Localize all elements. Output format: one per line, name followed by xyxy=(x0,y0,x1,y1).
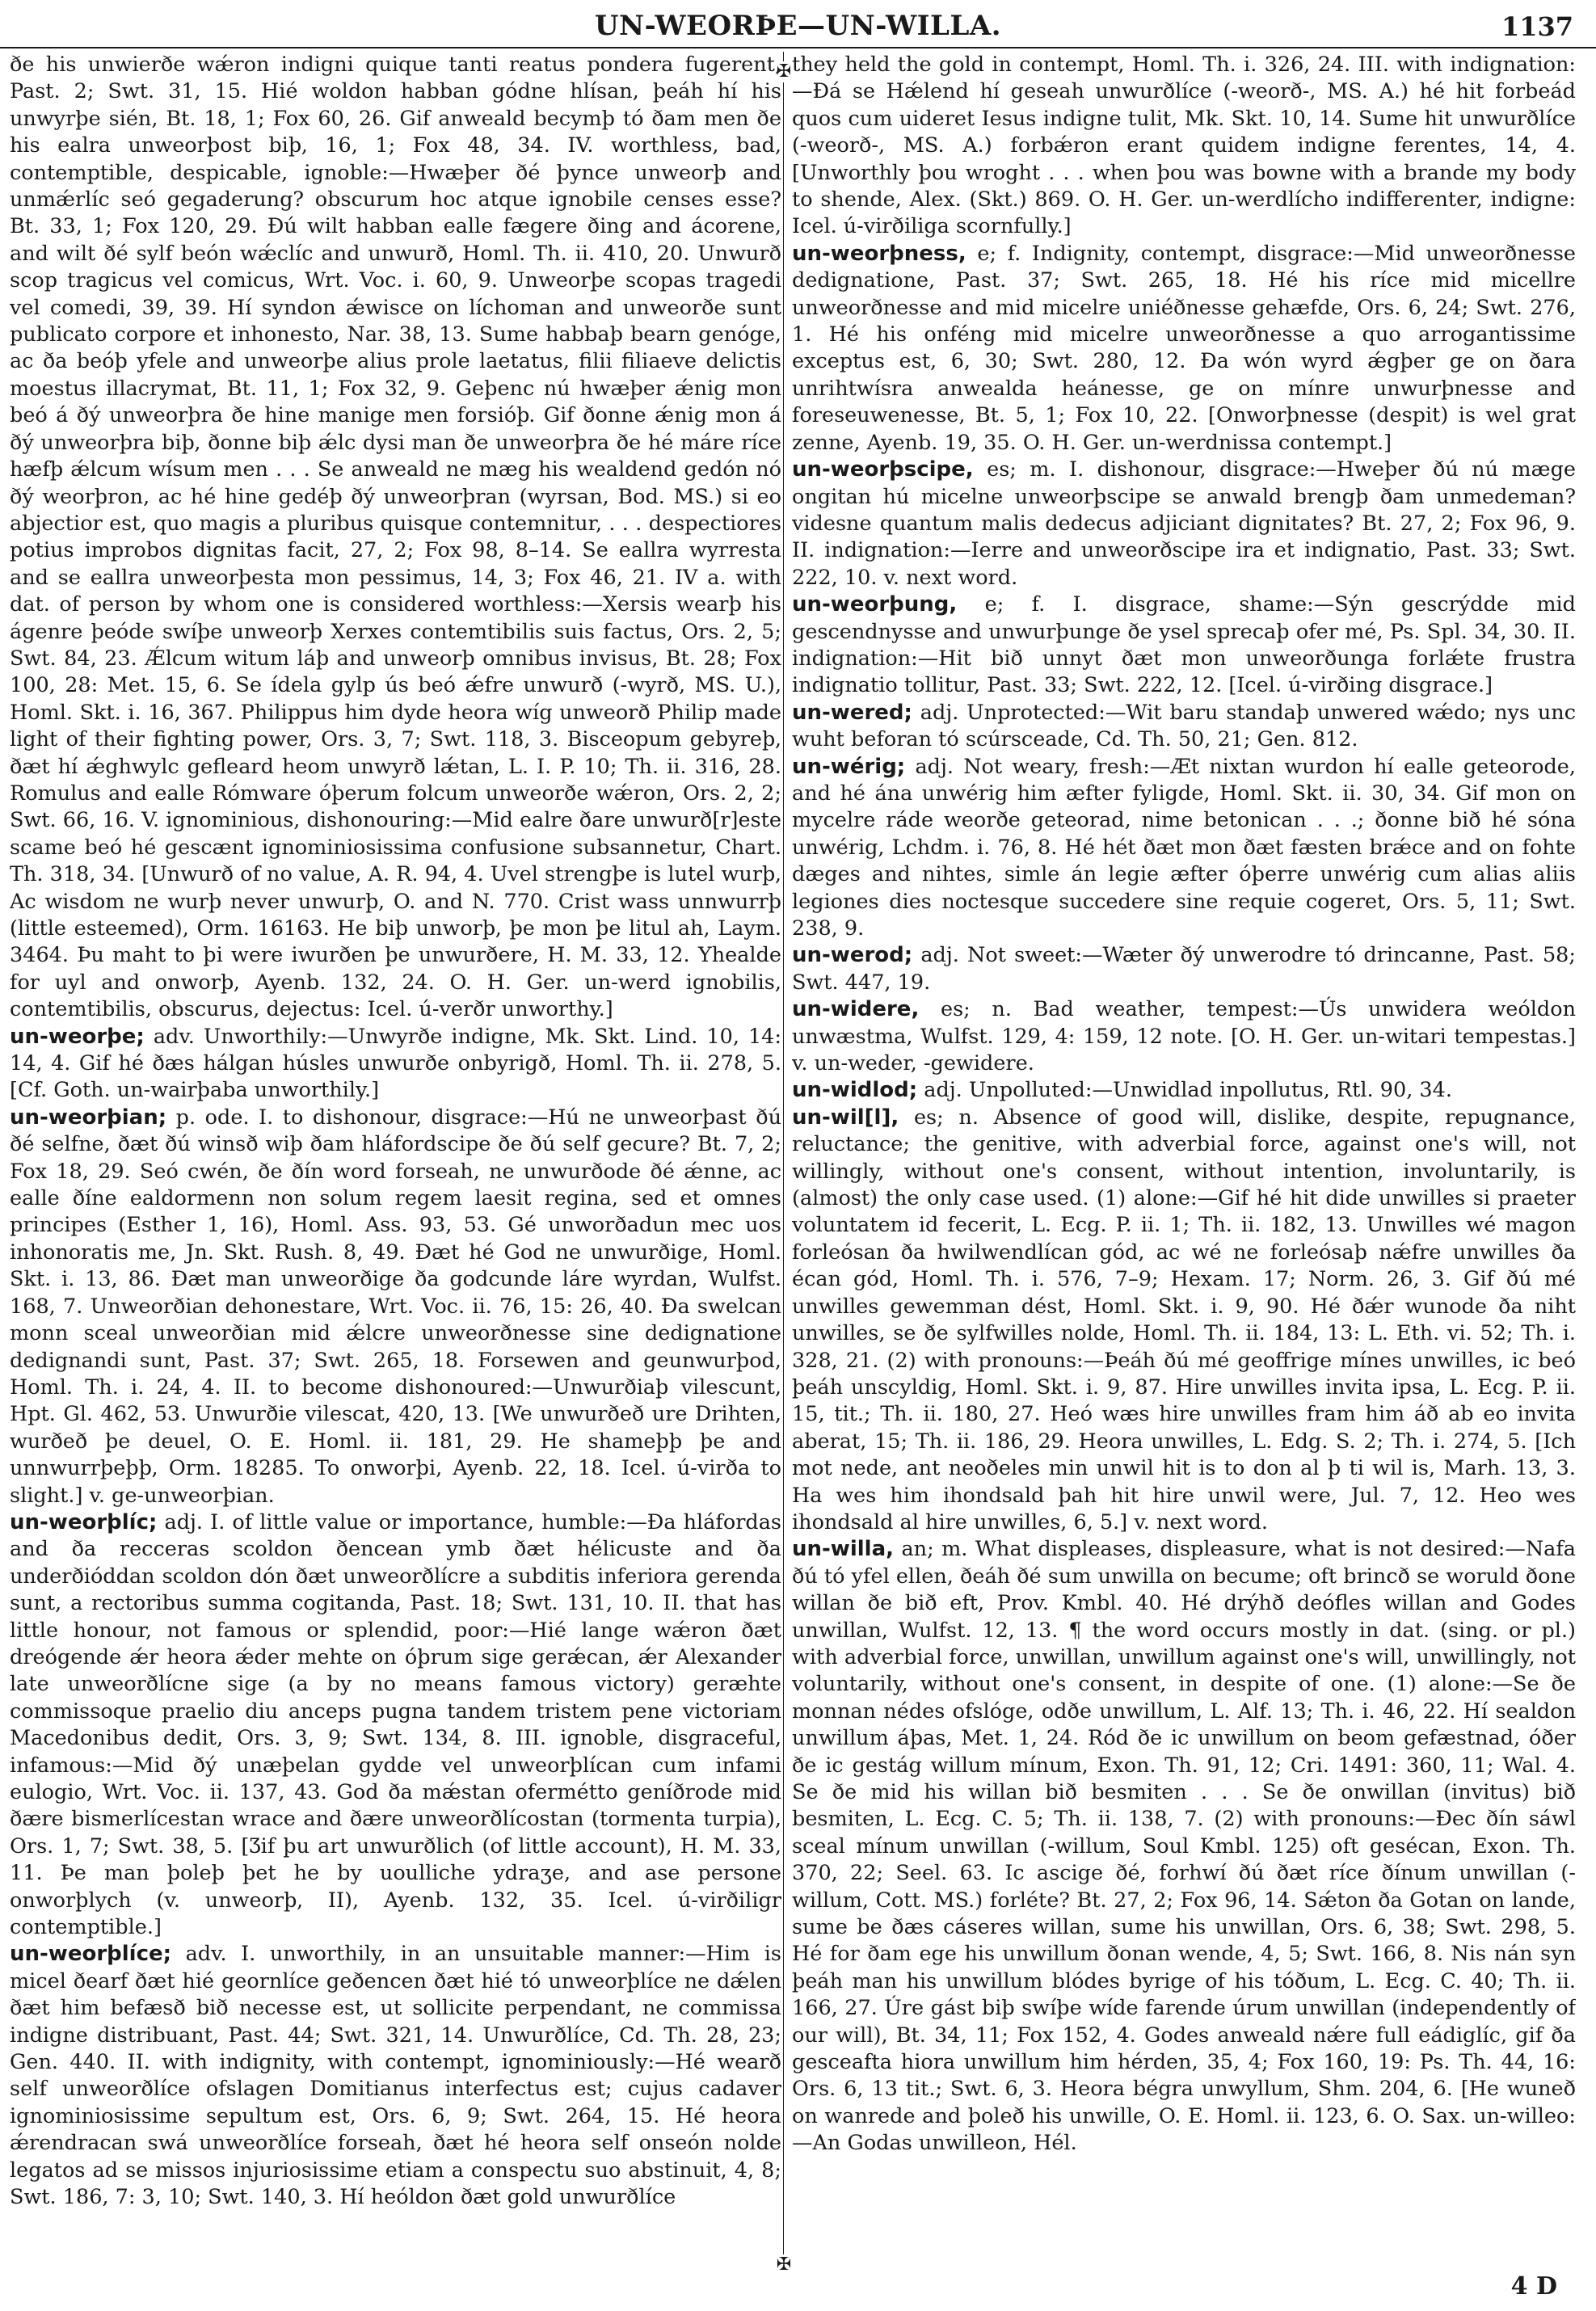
page-number: 1137 xyxy=(1501,11,1573,42)
left-column xyxy=(10,52,781,2274)
entry-text: they held the gold in contempt, Homl. Th. i. 326, 24. III. with indignation:—Ðá se Hǽlend hí geseah unwurðlíce (-weorð-, MS. A.) hé hit forbeád quos cum uideret Iesus indigne tulit, Mk. Skt. 10, 14. Sume hit unwurðlíce (-weorð-, MS. A.) forbǽron erant quidem indigne ferentes, 14, 4. [Unworthly þou wroght . . . when þou was bowne with a brande my body to shende, Alex. (Skt.) 869. O. H. Ger. un-werdlícho indifferenter, indigne: Icel. ú-virðiliga scornfully.] xyxy=(792,53,1576,239)
entry-text: an; m. What displeases, displeasure, what is not desired:—Nafa ðú tó yfel ellen, ðeáh ðé sum unwilla on becume; oft brincð se woruld ðone willan ðe bið eft, Prov. Kmbl. 40. Hé drýhð deófles willan and Godes unwillan, Wulfst. 12, 13. ¶ the word occurs mostly in dat. (sing. or pl.) with adverbial force, unwillan, unwillum against one's will, unwillingly, not voluntarily, without one's consent, in despite of one. (1) alone:—Se ðe monnan nédes ofslóge, odðe unwillum, L. Alf. 13; Th. i. 46, 22. Hí sealdon unwillum áþas, Met. 1, 24. Ród ðe ic unwillum on beom gefæstnad, óðer ðe ic gestág willum mínum, Exon. Th. 91, 12; Cri. 1491: 360, 11; Wal. 4. Se ðe mid his willan bið besmiten . . . Se ðe onwillan (invitus) bið besmiten, L. Ecg. C. 5; Th. ii. 138, 7. (2) with pronouns:—Ðec ðín sáwl sceal mínum unwillan (-willum, Soul Kmbl. 125) oft gesécan, Exon. Th. 370, 22; Seel. 63. Ic ascige ðé, forhwí ðú ðæt ríce ðínum unwillan (-willum, Cott. MS.) forléte? Bt. 27, 2; Fox 96, 14. Sǽton ða Gotan on lande, sume be ðæs cáseres willan, sume his unwillan, Ors. 6, 38; Swt. 298, 5. Hé for ðam ege his unwillum ðonan wende, 4, 5; Swt. 166, 8. Nis nán syn þeáh man his unwillum blódes byrige of his tóðum, L. Ecg. C. 40; Th. ii. 166, 27. Úre gást biþ swíþe wíde farende úrum unwillan (independently of our will), Bt. 34, 11; Fox 152, 4. Godes anweald nǽre full eádiglíc, gif ða gesceafta hiora unwillum him hérden, 35, 4; Fox 160, 19: Ps. Th. 44, 16: Ors. 6, 13 tit.; Swt. 6, 3. Heora bégra unwyllum, Shm. 204, 6. [He wuneð on wanrede and þoleð his unwille, O. E. Homl. ii. 123, 6. O. Sax. un-willeo:—An Godas unwilleon, Hél. xyxy=(792,1537,1576,2156)
dictionary-entry xyxy=(792,1536,1576,2157)
header-rule xyxy=(0,47,1596,48)
entry-text: e; f. I. disgrace, shame:—Sýn gescrýdde mid gescendnysse and unwurþunge ðe ysel sprecaþ ofer mé, Ps. Spl. 34, 30. II. indignation:—Hit bið unnyt ðæt mon unweorðunga forlǽte frustra indignatio tollitur, Past. 33; Swt. 222, 12. [Icel. ú-virðing disgrace.] xyxy=(792,592,1576,698)
running-title: UN-WEORÞE—UN-WILLA. xyxy=(594,10,1002,42)
page-header xyxy=(0,6,1596,48)
entry-text: es; n. Absence of good will, dislike, despite, repugnance, reluctance; the genitive, with adverbial force, against one's will, not willingly, without one's consent, without intention, involuntarily, is (almost) the only case used. (1) alone:—Gif hé hit dide unwilles si praeter voluntatem id fecerit, L. Ecg. P. ii. 1; Th. ii. 182, 13. Unwilles wé magon forleósan ða hwilwendlícan gód, ac wé ne forleósaþ nǽfre unwilles ða écan gód, Homl. Th. i. 576, 7–9; Hexam. 17; Norm. 26, 3. Gif ðú mé unwilles gewemman dést, Homl. Skt. i. 9, 90. Hé ðǽr wunode ða niht unwilles, se ðe sylfwilles nolde, Homl. Th. ii. 184, 13: L. Eth. vi. 52; Th. i. 328, 21. (2) with pronouns:—Þeáh ðú mé geoffrige mínes unwilles, ic beó þeáh unscyldig, Homl. Skt. i. 9, 87. Hire unwilles invita ipsa, L. Ecg. P. ii. 15, tit.; Th. ii. 180, 27. Heó wæs hire unwilles fram him áð ab eo invita aberat, 15; Th. ii. 186, 29. Heora unwilles, L. Edg. S. 2; Th. i. 274, 5. [Ich mot nede, ant neoðeles min unwil hit is to don al þ ti wil is, Marh. 13, 3. Ha wes him ihondsald þah hit hire unwil were, Jul. 7, 12. Heo wes ihondsald al hire unwilles, 6, 5.] v. next word. xyxy=(792,1105,1576,1534)
entry-text: adj. Not weary, fresh:—Æt nixtan wurdon hí ealle geteorode, and hé ána unwérig him æfter fyligde, Homl. Skt. ii. 30, 34. Gif mon on mycelre ráde weorðe geteorad, nime betonican . . .; ðonne bið hé sóna unwérig, Lchdm. i. 76, 8. Hé hét ðæt mon ðæt fæsten brǽce and on fohte dæges and nihtes, simle án legie æfter óþerre unwérig cum alias aliis legiones dies noctesque succedere sine requie cogeret, Ors. 5, 11; Swt. 238, 9. xyxy=(792,754,1576,941)
headword: un-werod; xyxy=(792,943,913,968)
entry-text: adv. I. unworthily, in an unsuitable manner:—Him is micel ðearf ðæt hié geornlíce geðencen ðæt hié tó unweorþlíce ne dǽlen ðæt him befæsð bið necesse est, ut sollicite perpendant, ne commissa indigne distribuant, Past. 44; Swt. 321, 14. Unwurðlíce, Cd. Th. 28, 23; Gen. 440. II. with indignity, with contempt, ignominiously:—Hé wearð self unweorðlíce ofslagen Domitianus interfectus est; cujus cadaver ignominiosissime sepultum est, Ors. 6, 9; Swt. 264, 15. Hé heora ǽrendracan swá unweorðlíce forseah, ðæt hé heora self onseón nolde legatos ad se missos injuriosissime etiam a conspectu suo abstinuit, 4, 8; Swt. 186, 7: 3, 10; Swt. 140, 3. Hí heóldon ðæt gold unwurðlíce xyxy=(10,1942,781,2210)
entry-text: es; n. Bad weather, tempest:—Ús unwidera weóldon unwæstma, Wulfst. 129, 4: 159, 12 note. [O. H. Ger. un-witari tempestas.] v. un-weder, -gewidere. xyxy=(792,997,1576,1076)
dictionary-entry xyxy=(792,457,1576,591)
dictionary-entry xyxy=(792,591,1576,700)
headword: un-weorþe; xyxy=(10,1024,145,1049)
entry-text: adj. Unpolluted:—Unwidlad inpollutus, Rtl. 90, 34. xyxy=(924,1078,1452,1103)
cross-ornament-icon: ✠ xyxy=(773,2254,794,2275)
dictionary-entry xyxy=(792,942,1576,996)
signature-mark: 4 D xyxy=(1510,2272,1557,2300)
headword: un-widlod; xyxy=(792,1078,918,1103)
headword: un-weorþlíce; xyxy=(10,1942,172,1967)
headword: un-wérig; xyxy=(792,754,906,779)
dictionary-entry xyxy=(10,1941,781,2211)
dictionary-entry xyxy=(792,996,1576,1077)
entry-text: adj. I. of little value or importance, humble:—Ða hláfordas and ða recceras scoldon ðencean ymb ðæt hélicuste and ða underðióddan scoldon dón ðæt unweorðlícre a subditis inferiora gerenda sunt, a rectoribus summa cogitanda, Past. 18; Swt. 131, 10. II. that has little honour, not famous or splendid, poor:—Hié lange wǽron ðæt dreógende ǽr heora ǽder mehte on óþrum sige gerǽcan, ǽr Alexander late unweorðlícne sige (a by no means famous victory) geræhte commissoque praelio diu anceps pugna tandem tristem pene victoriam Macedonibus dedit, Ors. 3, 9; Swt. 134, 8. III. ignoble, disgraceful, infamous:—Mid ðý unæþelan gydde vel unweorþlícan cum infami eulogio, Wrt. Voc. ii. 137, 43. God ða mǽstan ofermétto geníðrode mid ðære bismerlícestan wrace and ðære unweorðlícostan (tormenta turpia), Ors. 1, 7; Swt. 38, 5. [Ʒif þu art unwurðlich (of little account), H. M. 33, 11. Þe man þoleþ þet he by uoulliche ydraʒe, and ase persone onworþlych (v. unweorþ, II), Ayenb. 132, 35. Icel. ú-virðiligr contemptible.] xyxy=(10,1509,781,1940)
dictionary-entry xyxy=(792,700,1576,754)
entry-text: ðe his unwierðe wǽron indigni quique tanti reatus pondera fugerent, Past. 2; Swt. 31, 15. Hié woldon habban gódne hlísan, þeáh hí his unwyrþe sién, Bt. 18, 1; Fox 60, 26. Gif anweald becymþ tó ðam men ðe his ealra unweorþost biþ, 16, 1; Fox 48, 34. IV. worthless, bad, contemptible, despicable, ignoble:—Hwæþer ðé þynce unweorþ and unmǽrlíc seó gegaderung? obscurum hoc atque ignobile censes esse? Bt. 33, 1; Fox 120, 29. Ðú wilt habban ealle fægere ðing and ácorene, and wilt ðé sylf beón wǽclíc and unwurð, Homl. Th. ii. 410, 20. Unwurð scop tragicus vel comicus, Wrt. Voc. i. 60, 9. Unweorþe scopas tragedi vel comedi, 39, 39. Hí syndon ǽwisce on líchoman and unweorðe sunt publicato corpore et inhonesto, Nar. 38, 13. Sume habbaþ bearn genóge, ac ða beóþ yfele and unweorþe alius prole laetatus, filii filiaeve delictis moestus illacrymat, Bt. 11, 1; Fox 32, 9. Geþenc nú hwæþer ǽnig mon beó á ðý unweorþra ðe hine manige men forsióþ. Gif ðonne ǽnig mon á ðý unweorþra biþ, ðonne biþ ǽlc dysi man ðe unweorþra ðe hé máre ríce hæfþ ǽlcum wísum men . . . Se anweald ne mæg his wealdend gedón nó ðý weorþron, ac hé hine gedéþ ðý unweorþran (wyrsan, Bod. MS.) si eo abjectior est, quo magis a pluribus quisque contemnitur, . . . despectiores potius improbos dignitas facit, 27, 2; Fox 98, 8–14. Se eallra wyrresta and se eallra unweorþesta mon pessimus, 14, 3; Fox 46, 21. IV a. with dat. of person by whom one is considered worthless:—Xersis wearþ his ágenre þeóde swíþe unweorþ Xerxes contemtibilis suis factus, Ors. 2, 5; Swt. 84, 23. Ǽlcum witum láþ and unweorþ omnibus invisus, Bt. 28; Fox 100, 28: Met. 15, 6. Se ídela gylp ús beó ǽfre unwurð (-wyrð, MS. U.), Homl. Skt. i. 16, 367. Philippus him dyde heora wíg unweorð Philip made light of their fighting power, Ors. 3, 7; Swt. 118, 3. Bisceopum gebyreþ, ðæt hí ǽghwylc gefleard heom unwyrð lǽtan, L. I. P. 10; Th. ii. 316, 28. Romulus and ealle Rómware óþerum folcum unweorðe wǽron, Ors. 2, 2; Swt. 66, 16. V. ignominious, dishonouring:—Mid ealre ðare unwurð[r]este scame beó hé gescænt ignominiosissima confusione subsannetur, Chart. Th. 318, 34. [Unwurð of no value, A. R. 94, 4. Uvel strengþe is lutel wurþ, Ac wisdom ne wurþ never unwurþ, O. and N. 770. Crist wass unnwurrþ (little esteemed), Orm. 16163. He biþ unworþ, þe mon þe litul ah, Laym. 3464. Þu maht to þi were iwurðen þe unwurðere, H. M. 33, 12. Yhealde for uyl and onworþ, Ayenb. 132, 24. O. H. Ger. un-werd ignobilis, contemtibilis, obscurus, dejectus: Icel. ú-verðr unworthy.] xyxy=(10,53,781,1022)
headword: un-wil[l], xyxy=(792,1105,899,1130)
headword: un-willa, xyxy=(792,1537,894,1562)
dictionary-entry xyxy=(792,1077,1576,1104)
entry-text: adv. Unworthily:—Unwyrðe indigne, Mk. Skt. Lind. 10, 14: 14, 4. Gif hé ðæs hálgan húsles unwurðe onbyrigð, Homl. Th. ii. 278, 5. [Cf. Goth. un-wairþaba unworthily.] xyxy=(10,1024,781,1103)
entry-text: e; f. Indignity, contempt, disgrace:—Mid unweorðnesse dedignatione, Past. 37; Swt. 265, 18. Hé his ríce mid micellre unweorðnesse and mid micelre uniéðnesse gehæfde, Ors. 6, 24; Swt. 276, 1. Hé his onféng mid micelre unweorðnesse a quo arrogantissime exceptus est, 6, 30; Swt. 280, 12. Ða wón wyrd ǽgþer ge on ðara unrihtwísra anwealda heánesse, ge on mínre unwurþnesse and foreseuwenesse, Bt. 5, 1; Fox 10, 22. [Onworþnesse (despit) is wel grat zenne, Ayenb. 19, 35. O. H. Ger. un-werdnissa contempt.] xyxy=(792,241,1576,455)
dictionary-entry xyxy=(792,52,1576,241)
entry-text: es; m. I. dishonour, disgrace:—Hweþer ðú nú mæge ongitan hú micelne unweorþscipe se anwald brengþ ðam unmedeman? videsne quantum malis dedecus adjiciant dignitates? Bt. 27, 2; Fox 96, 9. II. indignation:—Ierre and unweorðscipe ira et indignatio, Past. 33; Swt. 222, 10. v. next word. xyxy=(792,457,1576,590)
entry-text: adj. Unprotected:—Wit baru standaþ unwered wǽdo; nys unc wuht beforan tó scúrsceade, Cd. Th. 50, 21; Gen. 812. xyxy=(792,700,1576,752)
dictionary-entry xyxy=(10,1105,781,1509)
headword: un-weorþness, xyxy=(792,241,966,266)
headword: un-weorþung, xyxy=(792,592,958,617)
entry-text: p. ode. I. to dishonour, disgrace:—Hú ne unweorþast ðú ðé selfne, ðæt ðú winsð wiþ ðam hláfordscipe ðe ðú self gecure? Bt. 7, 2; Fox 18, 29. Seó cwén, ðe ðín word forseah, ne unwurðode ðé ǽnne, ac ealle ðíne ealdormenn non solum regem laesit regina, sed et omnes principes (Esther 1, 16), Homl. Ass. 93, 53. Gé unworðadun mec uos inhonoratis me, Jn. Skt. Rush. 8, 49. Ðæt hé God ne unwurðige, Homl. Skt. i. 13, 86. Ðæt man unweorðige ða godcunde láre wyrdan, Wulfst. 168, 7. Unweorðian dehonestare, Wrt. Voc. ii. 76, 15: 26, 40. Ða swelcan monn sceal unweorðian mid ǽlcre unweorðnesse sine dedignatione dedignandi sunt, Past. 37; Swt. 265, 18. Forsewen and geunwurþod, Homl. Th. i. 24, 4. II. to become dishonoured:—Unwurðiaþ vilescunt, Hpt. Gl. 462, 53. Unwurðie vilescat, 420, 13. [We unwurðeð ure Drihten, wurðeð þe deuel, O. E. Homl. ii. 181, 29. He shameþþ þe and unnwurrþeþþ, Orm. 18285. To onworþi, Ayenb. 22, 18. Icel. ú-virða to slight.] v. ge-unweorþian. xyxy=(10,1105,781,1508)
dictionary-entry xyxy=(10,52,781,1024)
cross-ornament-icon: ✠ xyxy=(773,61,794,82)
headword: un-weorþlíc; xyxy=(10,1509,158,1534)
dictionary-entry xyxy=(792,1105,1576,1537)
column-divider xyxy=(783,52,784,2262)
dictionary-entry xyxy=(792,241,1576,457)
headword: un-weorþian; xyxy=(10,1105,167,1130)
headword: un-weorþscipe, xyxy=(792,457,974,482)
entry-text: adj. Not sweet:—Wæter ðý unwerodre tó drincanne, Past. 58; Swt. 447, 19. xyxy=(792,943,1576,995)
dictionary-entry xyxy=(10,1024,781,1105)
dictionary-entry xyxy=(792,754,1576,943)
dictionary-entry xyxy=(10,1509,781,1942)
headword: un-wered; xyxy=(792,700,912,725)
right-column xyxy=(792,52,1576,2274)
headword: un-widere, xyxy=(792,997,920,1022)
